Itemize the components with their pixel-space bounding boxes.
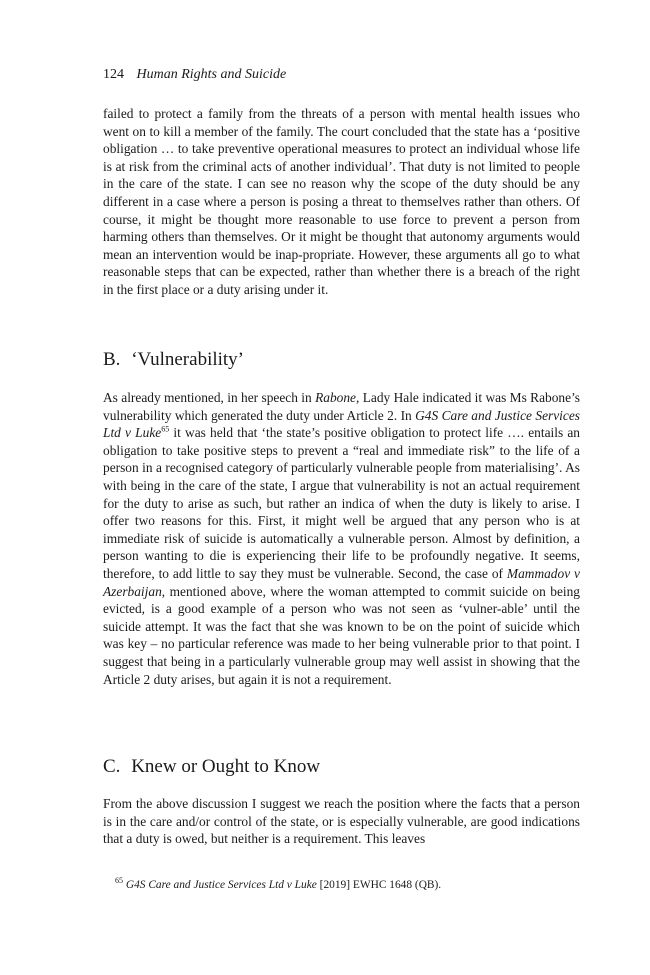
footnote-case-name: G4S Care and Justice Services Ltd v Luke	[125, 879, 317, 891]
text-run: failed to protect a family from the threats of a person with mental health issues who went on to kill a member of the family. The court concluded that the state has a ‘positive obligation … to take preventive operational measures to protect an individual whose life is at risk from the criminal acts of another individual’. That duty is not limited to people in the care of the state. I can see no reason why the scope of the duty should be any different in a case where a person is posing a threat to themselves rather than others. Of course, it might be thought more reasonable to use force to prevent a person from harming others than themselves. Or it might be thought that autonomy arguments would mean an intervention would be inap-propriate. However, these arguments all go to what reasonable steps that can be expected, rather than whether there is a breach of the right in the first place or a duty arising under it.	[103, 106, 580, 297]
text-run: As already mentioned, in her speech in	[103, 390, 316, 405]
footnote	[115, 878, 441, 893]
body-paragraph	[103, 389, 580, 688]
section-heading-c	[103, 755, 320, 779]
section-title: ‘Vulnerability’	[131, 349, 245, 370]
footnote-citation: [2019] EWHC 1648 (QB).	[316, 879, 442, 891]
section-heading-b	[103, 348, 244, 372]
text-run: From the above discussion I suggest we reach the position where the facts that a person is in the care and/or control of the state, or is especially vulnerable, are good indications that a duty is owed, but neither is a requirement. This leaves	[103, 796, 580, 847]
section-b-body	[103, 389, 580, 688]
book-title: Human Rights and Suicide	[136, 67, 287, 82]
running-head	[103, 66, 286, 84]
case-name: Mammadov v Azerbaijan	[103, 565, 580, 599]
section-label: C.	[103, 756, 121, 777]
text-run: , Lady Hale indicated it was Ms Rabone’s vulnerability which generated the duty under Article 2. In	[103, 390, 581, 423]
paragraph-continued	[103, 105, 580, 299]
text-run: , mentioned above, where the woman attempted to commit suicide on being evicted, is a good example of a person who was not seen as ‘vulner-able’ until the suicide attempt. It was the fact that she was known to be on the point of suicide which was key – no particular reference was made to her being vulnerable prior to that point. I suggest that being in a particularly vulnerable group may well assist in showing that the Article 2 duty arises, but again it is not a requirement.	[103, 583, 580, 687]
text-run: it was held that ‘the state’s positive obligation to protect life …. entails an obligation to take positive steps to prevent a “real and immediate risk” to the life of a person in a recognised category of particularly vulnerable people from materialising’. As with being in the care of the state, I argue that vulnerability is not an actual requirement for the duty to arise as such, but rather an indica of when the duty is likely to arise. I offer two reasons for this. First, it might well be argued that any person who is at immediate risk of suicide is automatically a vulnerable person. Almost by definition, a person wanting to die is experiencing their life to be profoundly negative. It seems, therefore, to add little to say they must be vulnerable. Second, the case of	[103, 425, 581, 581]
footnote-reference: 65	[161, 424, 170, 434]
body-paragraph	[103, 105, 580, 299]
section-label: B.	[103, 349, 121, 370]
section-title: Knew or Ought to Know	[131, 756, 321, 777]
footnote-marker: 65	[115, 876, 123, 886]
case-name: G4S Care and Justice Services Ltd v Luke	[103, 407, 580, 441]
section-c-body	[103, 795, 580, 848]
case-name: Rabone	[315, 390, 356, 405]
page-number: 124	[103, 67, 124, 82]
body-paragraph	[103, 795, 580, 848]
